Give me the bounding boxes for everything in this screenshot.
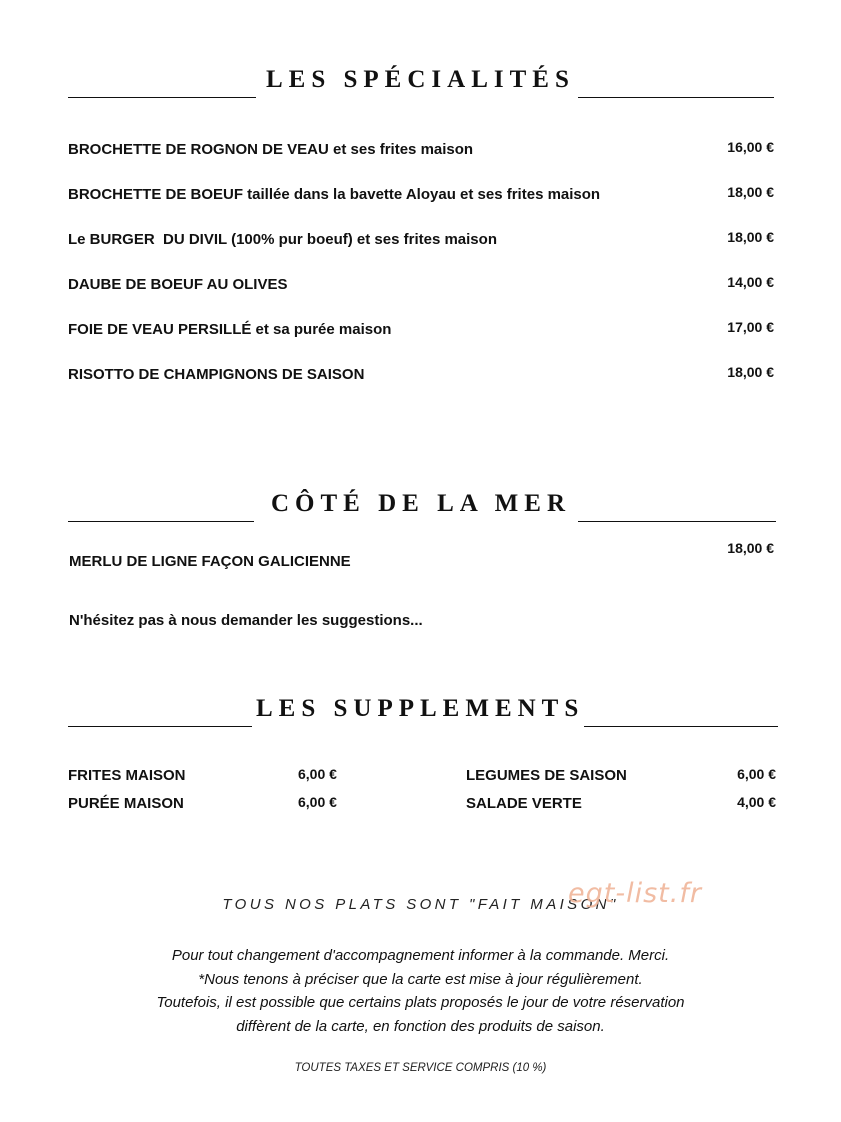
header-rule-right <box>584 726 778 728</box>
item-price: 18,00 € <box>727 540 774 556</box>
section-title: CÔTÉ DE LA MER <box>271 490 572 517</box>
item-price: 16,00 € <box>727 139 774 155</box>
taxes-statement: TOUTES TAXES ET SERVICE COMPRIS (10 %) <box>294 1062 547 1074</box>
section-header-specialites <box>68 66 774 106</box>
section-header-supplements <box>68 695 774 735</box>
supplement-price: 6,00 € <box>298 794 337 810</box>
supplement-name: FRITES MAISON <box>68 767 186 784</box>
item-name: RISOTTO DE CHAMPIGNONS DE SAISON <box>68 366 365 383</box>
item-name: DAUBE DE BOEUF AU OLIVES <box>68 276 288 293</box>
supplement-price: 6,00 € <box>298 766 337 782</box>
watermark-logo: egt-list.fr <box>568 878 702 909</box>
supplement-price: 6,00 € <box>737 766 776 782</box>
info-line: Toutefois, il est possible que certains plats proposés le jour de votre réservation <box>156 994 685 1011</box>
item-name: BROCHETTE DE ROGNON DE VEAU et ses frites maison <box>68 141 474 158</box>
item-name: Le BURGER DU DIVIL (100% pur boeuf) et ses frites maison <box>68 231 497 248</box>
item-price: 17,00 € <box>727 319 774 335</box>
item-name: BROCHETTE DE BOEUF taillée dans la bavette Aloyau et ses frites maison <box>68 186 601 203</box>
header-rule-left <box>68 726 252 728</box>
fait-maison-statement: TOUS NOS PLATS SONT "FAIT MAISON" <box>222 896 619 913</box>
header-rule-right <box>578 97 774 99</box>
item-price: 14,00 € <box>727 274 774 290</box>
item-price: 18,00 € <box>727 229 774 245</box>
info-line: diffèrent de la carte, en fonction des produits de saison. <box>236 1017 605 1035</box>
item-price: 18,00 € <box>727 184 774 200</box>
header-rule-right <box>578 521 776 523</box>
header-rule-left <box>68 97 256 99</box>
supplement-price: 4,00 € <box>737 794 776 810</box>
item-name: MERLU DE LIGNE FAÇON GALICIENNE <box>69 553 351 570</box>
item-price: 18,00 € <box>727 364 774 380</box>
section-title: LES SUPPLEMENTS <box>256 695 585 722</box>
supplement-name: SALADE VERTE <box>466 795 582 812</box>
header-rule-left <box>68 521 254 523</box>
section-title: LES SPÉCIALITÉS <box>266 66 575 93</box>
info-line: Pour tout changement d'accompagnement informer à la commande. Merci. <box>171 947 670 964</box>
info-block <box>0 944 841 1038</box>
info-line: *Nous tenons à préciser que la carte est mise à jour régulièrement. <box>198 970 643 988</box>
supplement-name: PURÉE MAISON <box>68 795 184 812</box>
suggestions-note: N'hésitez pas à nous demander les suggestions... <box>69 612 423 629</box>
item-name: FOIE DE VEAU PERSILLÉ et sa purée maison <box>68 321 392 338</box>
supplement-name: LEGUMES DE SAISON <box>466 767 627 784</box>
section-header-mer <box>68 490 774 530</box>
